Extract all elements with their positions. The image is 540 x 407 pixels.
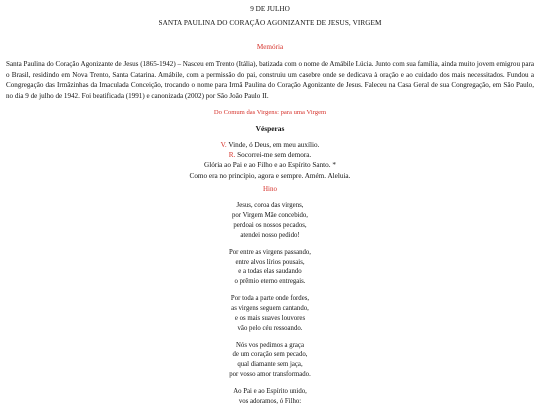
response-mark: R. (228, 150, 236, 159)
hymn-line: as virgens seguem cantando, (231, 305, 309, 313)
hymn-stanza (6, 387, 534, 407)
hymn-line: Por entre as virgens passando, (229, 248, 311, 256)
common-of-virgins-link[interactable]: Do Comum das Virgens: para uma Virgem (213, 109, 327, 117)
hymn-line: vão pelo céu ressoando. (237, 324, 303, 332)
hymn-stanza (6, 248, 534, 287)
hymn-line: Ao Pai e ao Espírito unido, (233, 387, 307, 395)
hymn-line: e a todas elas saudando (238, 268, 302, 276)
feast-date: 9 DE JULHO (250, 5, 290, 13)
feast-title: SANTA PAULINA DO CORAÇÃO AGONIZANTE DE JESUS, VIRGEM (158, 19, 382, 28)
hymn-line: vos adoramos, ó Filho: (238, 397, 302, 405)
hymn-line: qual diamante sem jaça, (237, 361, 303, 369)
hymn-line: por Virgem Mãe concebido, (232, 212, 308, 220)
response-text: Socorrei-me sem demora. (237, 150, 312, 159)
como-era-line: Como era no princípio, agora e sempre. Amém. Aleluia. (189, 171, 351, 180)
hino-label: Hino (263, 185, 277, 194)
hymn-line: Jesus, coroa das virgens, (236, 202, 304, 210)
hymn-line: de um coração sem pecado, (232, 351, 308, 359)
hymn-line: por vosso amor transformado. (229, 371, 311, 379)
response-line (6, 150, 534, 160)
hymn-line: Nós vos pedimos a graça (236, 341, 304, 349)
hymn-stanza (6, 201, 534, 240)
versicle-mark: V. (220, 140, 227, 149)
hymn-line: Por toda a parte onde fordes, (230, 295, 310, 303)
memoria-label: Memória (256, 42, 284, 51)
biography-paragraph: Santa Paulina do Coração Agonizante de Jesus (1865-1942) – Nasceu em Trento (Itália), batizada com o nome de Amábile Lúcia. Junto com sua família, ainda muito jovem emigrou para o Brasil, residindo em Nova Trento, Santa Catarina. Amábile, com a permissão do pai, construiu um casebre onde se dedicava à oração e ao cuidado dos mais necessitados. Fundou a Congregação das Irmãzinhas da Imaculada Conceição, trocando o nome para Irmã Paulina do Coração Agonizante de Jesus. Faleceu na Casa Geral de sua Congregação, em São Paulo, no dia 9 de julho de 1942. Foi beatificada (1991) e canonizada (2002) por São João Paulo II. (6, 60, 534, 100)
versicle-line (6, 140, 534, 150)
hymn-stanza (6, 341, 534, 380)
versicle-text: Vinde, ó Deus, em meu auxílio. (228, 140, 320, 149)
hymn-line: atendei nosso pedido! (240, 231, 300, 239)
gloria-line: Glória ao Pai e ao Filho e ao Espírito Santo. * (204, 161, 336, 170)
hymn-line: e os mais suaves louvores (234, 314, 306, 322)
hymn-line: o prêmio eterno entregais. (234, 278, 306, 286)
opening-versicles (6, 140, 534, 182)
vesperas-heading: Vésperas (255, 123, 285, 133)
hymn-line: perdoai os nossos pecados, (233, 222, 307, 230)
hymn-line: entre alvos lírios pousais, (235, 258, 305, 266)
hymn-stanza (6, 294, 534, 333)
